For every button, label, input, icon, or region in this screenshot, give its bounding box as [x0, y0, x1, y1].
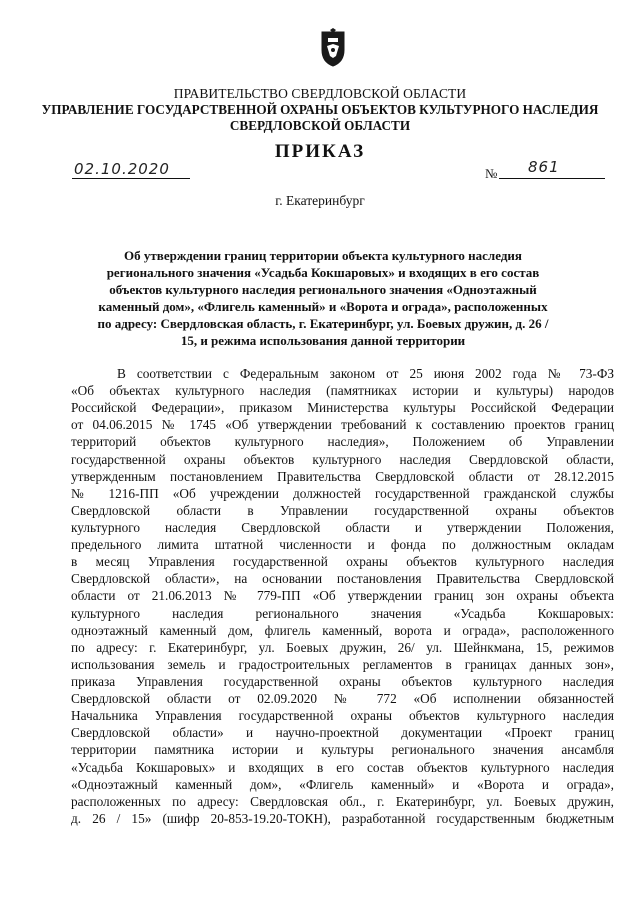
body-line: государственной охраны объектов культурного наследия Свердловской области, — [71, 451, 614, 467]
department-name-line-2: СВЕРДЛОВСКОЙ ОБЛАСТИ — [229, 118, 411, 133]
document-title: ПРИКАЗ — [274, 141, 366, 162]
body-line: Свердловской области» и научно-проектной документации «Проект границ — [71, 725, 614, 741]
body-line: расположенных по адресу: Свердловская обл., г. Екатеринбург, ул. Боевых дружин, — [71, 793, 614, 809]
body-line: предельного лимита штатной численности и фонда по должностным окладам — [71, 537, 614, 553]
body-line: культурного наследия Свердловской области и утверждении Положения, — [71, 519, 614, 535]
government-name: ПРАВИТЕЛЬСТВО СВЕРДЛОВСКОЙ ОБЛАСТИ — [173, 86, 467, 101]
subject-line: объектов культурного наследия регионального значения «Одноэтажный — [109, 282, 537, 297]
body-line: территории памятника истории и культуры регионального значения ансамбля — [71, 742, 614, 758]
body-line: Начальника Управления государственной охраны объектов культурного наследия — [71, 708, 614, 724]
subject-line: каменный дом», «Флигель каменный» и «Ворота и ограда», расположенных — [98, 299, 548, 314]
number-underline — [499, 177, 605, 179]
document-date: 02.10.2020 — [74, 160, 170, 178]
body-line: «Усадьба Кокшаровых» и входящих в его состав объектов культурного наследия — [71, 759, 614, 775]
body-line: Свердловской области», на основании постановления Правительства Свердловской — [71, 571, 614, 587]
subject-line: Об утверждении границ территории объекта культурного наследия — [124, 248, 522, 263]
number-sign: № — [485, 166, 498, 181]
subject-line: регионального значения «Усадьба Кокшаровых» и входящих в его состав — [106, 265, 540, 280]
body-line: по адресу: г. Екатеринбург, ул. Боевых дружин, 26/ ул. Шейнкмана, 15, режимов — [71, 639, 614, 655]
subject-line: 15, и режима использования данной территории — [180, 333, 466, 348]
document-subject — [78, 247, 568, 349]
body-line: д. 26 / 15» (шифр 20-853-19.20-ТОКН), разработанной государственным бюджетным — [71, 810, 614, 826]
body-line: № 1216-ПП «Об учреждении должностей государственной гражданской службы — [71, 485, 614, 501]
coat-of-arms-icon — [318, 28, 348, 68]
body-line: от 04.06.2015 № 1745 «Об утверждении требований к составлению проектов границ — [71, 417, 614, 433]
document-body — [71, 365, 614, 827]
body-line: Свердловской области от 02.09.2020 № 772 «Об исполнении обязанностей — [71, 691, 614, 707]
date-underline — [72, 177, 190, 179]
body-line: одноэтажный каменный дом, флигель каменный, ворота и ограда», расположенного — [71, 622, 614, 638]
body-line: в месяц Управления государственной охраны объектов культурного наследия — [71, 554, 614, 570]
body-line: утвержденным постановлением Правительства Свердловской области от 28.12.2015 — [71, 468, 614, 484]
body-line: В соответствии с Федеральным законом от 25 июня 2002 года № 73-ФЗ — [117, 366, 614, 381]
body-line: «Об объектах культурного наследия (памятниках истории и культуры) народов — [71, 383, 614, 399]
subject-line: по адресу: Свердловская область, г. Екатеринбург, ул. Боевых дружин, д. 26 / — [97, 316, 549, 331]
department-name-line-1: УПРАВЛЕНИЕ ГОСУДАРСТВЕННОЙ ОХРАНЫ ОБЪЕКТОВ КУЛЬТУРНОГО НАСЛЕДИЯ — [41, 102, 599, 117]
body-line: Российской Федерации», приказом Министерства культуры Российской Федерации — [71, 400, 614, 416]
body-line: использования земель и градостроительных регламентов в границах данных зон», — [71, 656, 614, 672]
body-line: культурного наследия регионального значения «Усадьба Кокшаровых: — [71, 605, 614, 621]
body-line: области от 21.06.2013 № 779-ПП «Об утверждении границ зон охраны объекта — [71, 588, 614, 604]
document-city: г. Екатеринбург — [275, 193, 365, 208]
document-number: 861 — [528, 158, 560, 176]
body-line: приказа Управления государственной охраны объектов культурного наследия — [71, 673, 614, 689]
body-line: территорий объектов культурного наследия», Положением об Управлении — [71, 434, 614, 450]
body-line: «Одноэтажный каменный дом», «Флигель каменный» и «Ворота и ограда», — [71, 776, 614, 792]
body-line: Свердловской области в Управлении государственной охраны объектов — [71, 502, 614, 518]
